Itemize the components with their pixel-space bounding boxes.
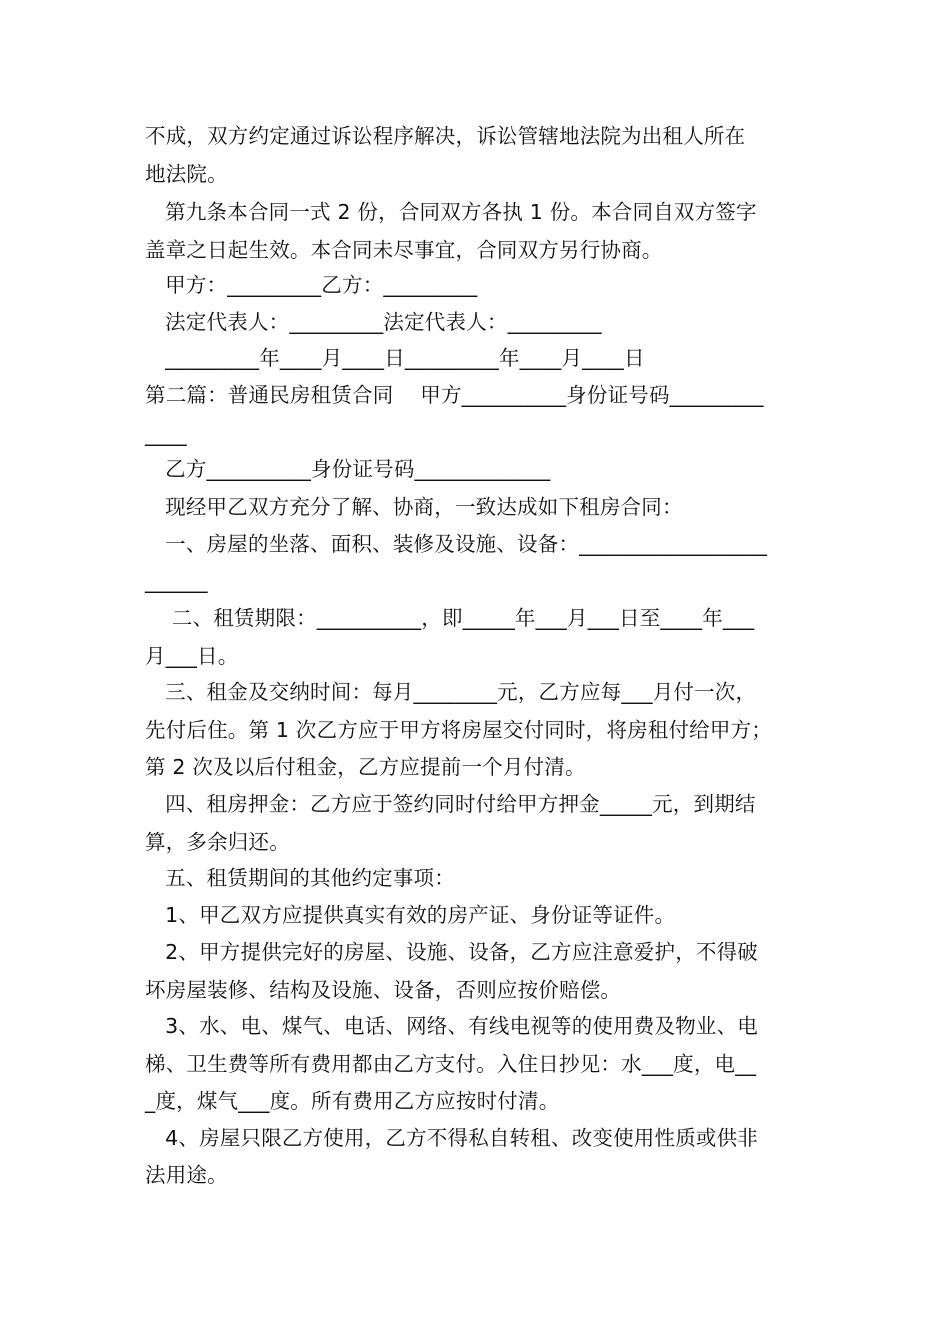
text-line: ______ [145,569,208,593]
text-line: 法定代表人：_________法定代表人：_________ [145,310,602,334]
text-line: 2、甲方提供完好的房屋、设施、设备，乙方应注意爱护，不得破 [145,940,758,964]
text-line: 地法院。 [145,162,228,186]
text-line: 算，多余归还。 [145,830,290,854]
text-line: 三、租金及交纳时间：每月________元，乙方应每___月付一次， [145,680,757,704]
text-line: 月___日。 [145,644,239,668]
text-line: 甲方：_________乙方：_________ [145,273,478,297]
text-line: ____ [145,422,187,446]
text-line: _度，煤气___度。所有费用乙方应按时付清。 [145,1089,560,1113]
text-line: 盖章之日起生效。本合同未尽事宜，合同双方另行协商。 [145,238,663,262]
text-line: 1、甲乙双方应提供真实有效的房产证、身份证等证件。 [145,903,676,927]
text-line: 不成，双方约定通过诉讼程序解决，诉讼管辖地法院为出租人所在 [145,124,746,148]
text-line: 3、水、电、煤气、电话、网络、有线电视等的使用费及物业、电 [145,1014,758,1038]
text-line: 乙方__________身份证号码_____________ [145,457,551,481]
text-line: 第二篇：普通民房租赁合同 甲方__________身份证号码_________ [145,383,764,407]
text-line: 先付后住。第 1 次乙方应于甲方将房屋交付同时，将房租付给甲方； [145,718,772,742]
text-line: 二、租赁期限：__________，即_____年___月___日至____年___ [145,606,755,630]
text-line: 现经甲乙双方充分了解、协商，一致达成如下租房合同： [145,495,683,519]
text-line: 五、租赁期间的其他约定事项： [145,866,455,890]
text-line: 第九条本合同一式 2 份，合同双方各执 1 份。本合同自双方签字 [145,200,757,224]
text-line: _________年____月____日_________年____月____日 [145,346,645,370]
text-line: 四、租房押金：乙方应于签约同时付给甲方押金_____元，到期结 [145,792,756,816]
text-line: 第 2 次及以后付租金，乙方应提前一个月付清。 [145,755,586,779]
text-line: 4、房屋只限乙方使用，乙方不得私自转租、改变使用性质或供非 [145,1126,758,1150]
text-line: 一、房屋的坐落、面积、装修及设施、设备：__________________ [145,532,768,556]
text-line: 法用途。 [145,1163,228,1187]
text-line: 坏房屋装修、结构及设施、设备，否则应按价赔偿。 [145,978,622,1002]
text-line: 梯、卫生费等所有费用都由乙方支付。入住日抄见：水___度，电__ [145,1052,757,1076]
